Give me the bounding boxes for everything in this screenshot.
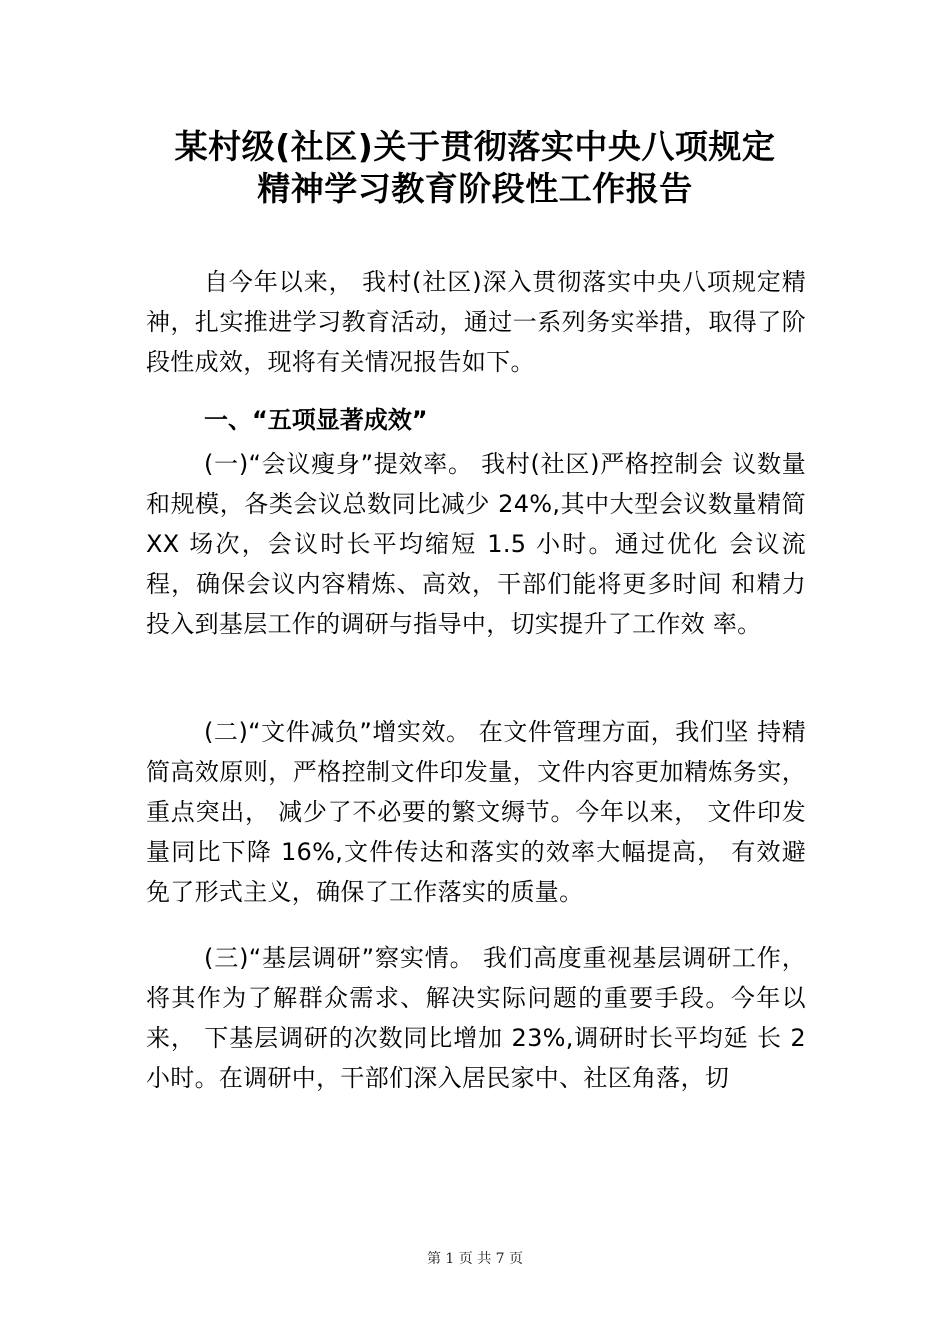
page-number-footer: 第 1 页 共 7 页 <box>426 1251 524 1267</box>
intro-paragraph: 自今年以来， 我村(社区)深入贯彻落实中央八项规定精神，扎实推进学习教育活动，通过一系列务实举措，取得了阶段性成效，现将有关情况报告如下。 <box>146 268 806 376</box>
title-line-1: 某村级(社区)关于贯彻落实中央八项规定 <box>174 127 776 166</box>
section-heading: 一、“五项显著成效” <box>204 406 428 434</box>
document-title <box>140 126 810 210</box>
paragraph-documents: (二)“文件减负”增实效。 在文件管理方面，我们坚 持精简高效原则，严格控制文件印发量，文件内容更加精炼务实， 重点突出， 减少了不必要的繁文缛节。今年以来， 文件印发量同比下降 16%,文件传达和落实的效率大幅提高， 有效避免了形式主义，确保了工作落实的质量。 <box>146 718 806 906</box>
title-line-2: 精神学习教育阶段性工作报告 <box>257 169 693 208</box>
paragraph-research: (三)“基层调研”察实情。 我们高度重视基层调研工作， 将其作为了解群众需求、解决实际问题的重要手段。今年以来， 下基层调研的次数同比增加 23%,调研时长平均延 长 2 小时。在调研中，干部们深入居民家中、社区角落，切 <box>146 944 806 1092</box>
paragraph-meeting: (一)“会议瘦身”提效率。 我村(社区)严格控制会 议数量和规模，各类会议总数同比减少 24%,其中大型会议数量精简 XX 场次，会议时长平均缩短 1.5 小时。通过优化 会议流程，确保会议内容精炼、高效，干部们能将更多时间 和精力投入到基层工作的调研与指导中，切实提升了工作效 率。 <box>146 450 806 638</box>
